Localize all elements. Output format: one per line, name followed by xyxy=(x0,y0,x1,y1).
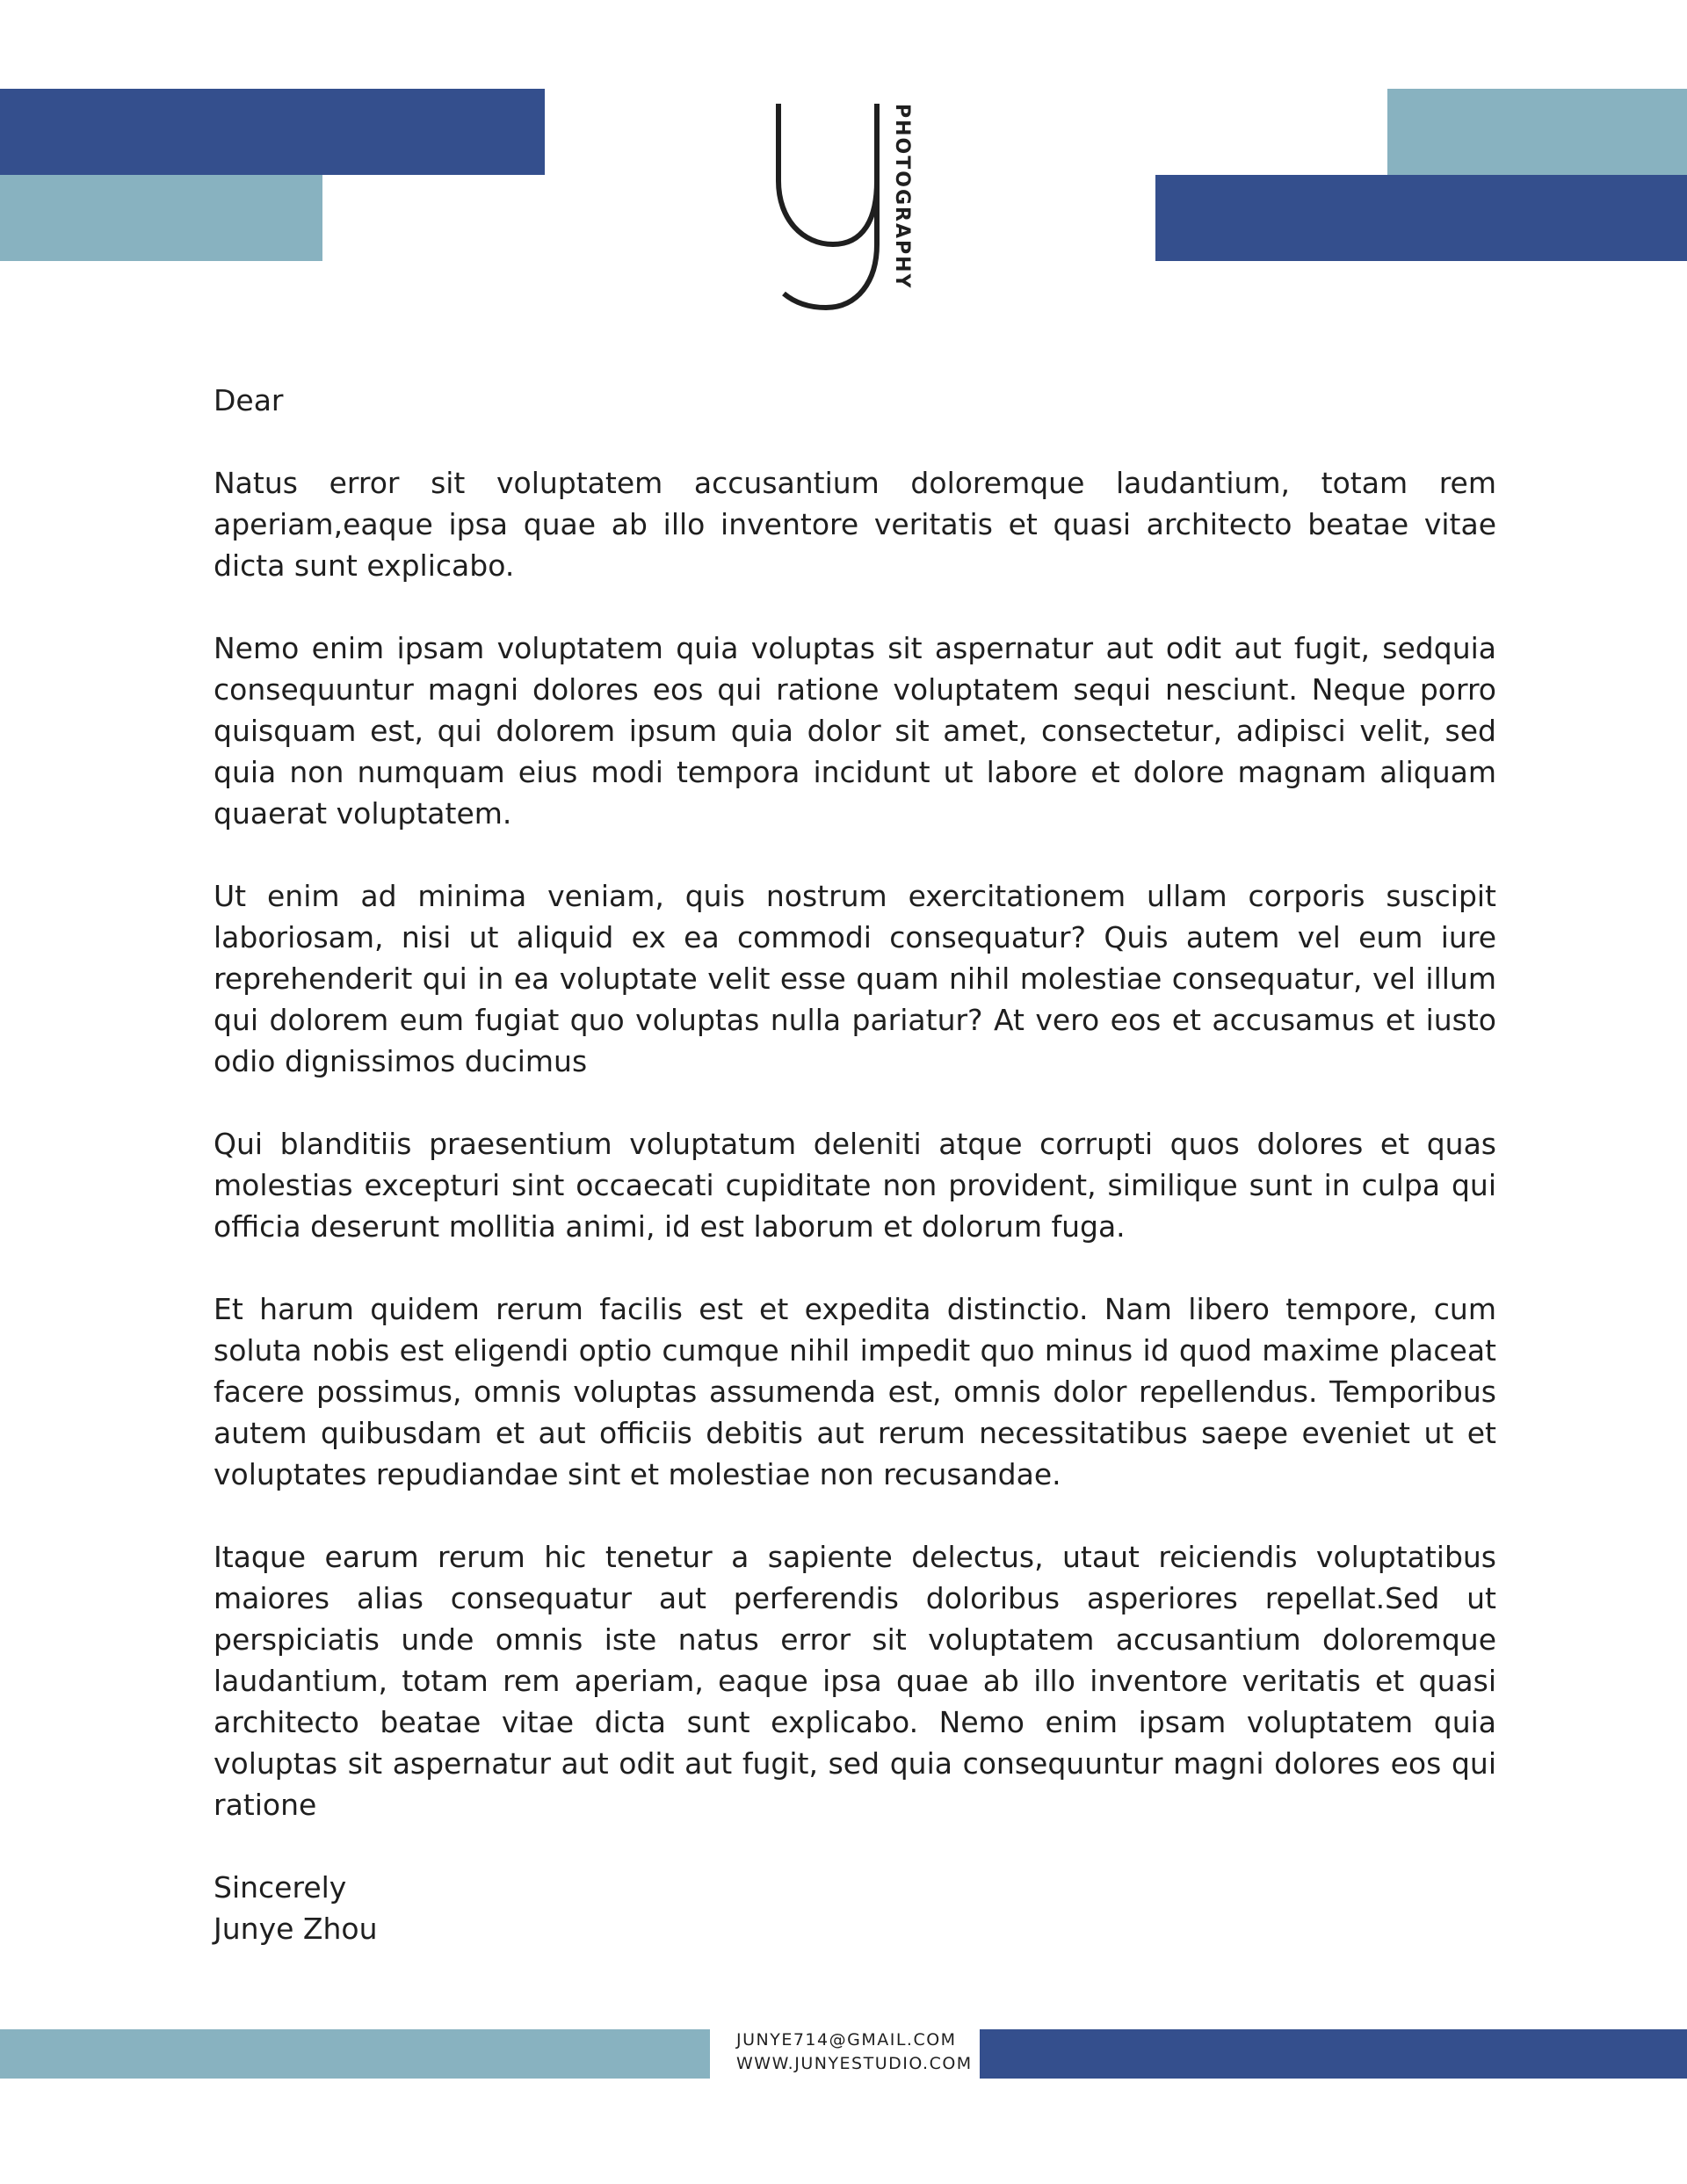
letter-paragraph: Ut enim ad minima veniam, quis nostrum exercitationem ullam corporis suscipit laboriosam, nisi ut aliquid ex ea commodi consequatur? Quis autem vel eum iure reprehenderit qui in ea voluptate velit esse quam nihil molestiae consequatur, vel illum qui dolorem eum fugiat quo voluptas nulla pariatur? At vero eos et accusamus et iusto odio dignissimos ducimus xyxy=(214,879,1496,1078)
footer-email: JUNYE714@GMAIL.COM xyxy=(736,2030,957,2050)
footer-bar-left xyxy=(0,2029,710,2079)
header-bar-right-bottom xyxy=(1155,175,1687,261)
letter-paragraph: Et harum quidem rerum facilis est et expedita distinctio. Nam libero tempore, cum soluta nobis est eligendi optio cumque nihil impedit quo minus id quod maxime placeat facere possimus, omnis voluptas assumenda est, omnis dolor repellendus. Temporibus autem quibusdam et aut officiis debitis aut rerum necessitatibus saepe eveniet ut et voluptates repudiandae sint et molestiae non recusandae. xyxy=(214,1292,1496,1491)
letter-signature: Junye Zhou xyxy=(214,1912,378,1946)
header-bar-left-bottom xyxy=(0,175,322,261)
logo-wordmark: PHOTOGRAPHY xyxy=(891,104,913,290)
letter-paragraph: Nemo enim ipsam voluptatem quia voluptas sit aspernatur aut odit aut fugit, sedquia consequuntur magni dolores eos qui ratione voluptatem sequi nesciunt. Neque porro quisquam est, qui dolorem ipsum quia dolor sit amet, consectetur, adipisci velit, sed quia non numquam eius modi tempora incidunt ut labore et dolore magnam aliquam quaerat voluptatem. xyxy=(214,631,1496,831)
letter-paragraph: Qui blanditiis praesentium voluptatum deleniti atque corrupti quos dolores et quas molestias excepturi sint occaecati cupiditate non provident, similique sunt in culpa qui officia deserunt mollitia animi, id est laborum et dolorum fuga. xyxy=(214,1127,1496,1244)
letter-body xyxy=(214,380,1496,1949)
footer-website: WWW.JUNYESTUDIO.COM xyxy=(736,2054,973,2073)
logo-y-mark xyxy=(773,104,887,315)
letter-closing: Sincerely xyxy=(214,1870,347,1905)
footer-bar-right xyxy=(980,2029,1687,2079)
header-bar-left-top xyxy=(0,89,545,175)
letter-paragraph: Natus error sit voluptatem accusantium doloremque laudantium, totam rem aperiam,eaque ipsa quae ab illo inventore veritatis et quasi architecto beatae vitae dicta sunt explicabo. xyxy=(214,466,1496,583)
letter-greeting: Dear xyxy=(214,383,284,417)
header-bar-right-top xyxy=(1387,89,1687,175)
footer-contact xyxy=(710,2028,974,2076)
letter-paragraph: Itaque earum rerum hic tenetur a sapiente delectus, utaut reiciendis voluptatibus maiores alias consequatur aut perferendis doloribus asperiores repellat.Sed ut perspiciatis unde omnis iste natus error sit voluptatem accusantium doloremque laudantium, totam rem aperiam, eaque ipsa quae ab illo inventore veritatis et quasi architecto beatae vitae dicta sunt explicabo. Nemo enim ipsam voluptatem quia voluptas sit aspernatur aut odit aut fugit, sed quia consequuntur magni dolores eos qui ratione xyxy=(214,1540,1496,1822)
